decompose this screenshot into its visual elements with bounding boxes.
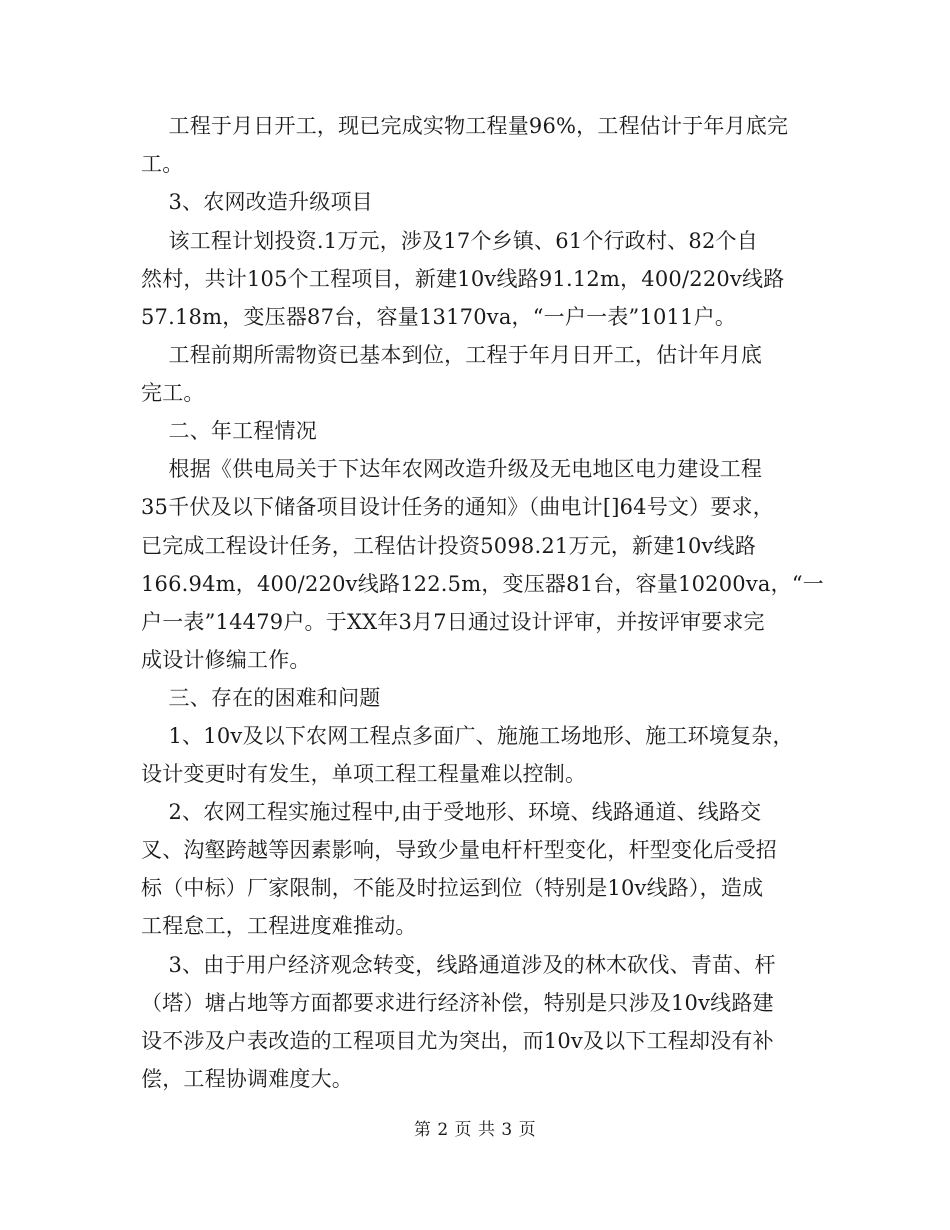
text-line: 工程前期所需物资已基本到位，工程于年月日开工，估计年月底 (141, 343, 763, 367)
text-line: 户一表”14479户。于XX年3月7日通过设计评审，并按评审要求完 (141, 610, 765, 634)
text-line: 叉、沟壑跨越等因素影响，导致少量电杆杆型变化，杆型变化后受招 (141, 838, 777, 862)
text-line: 完工。 (141, 381, 205, 405)
page-footer: 第 2 页 共 3 页 (413, 1120, 537, 1140)
text-line: 已完成工程设计任务，工程估计投资5098.21万元，新建10v线路 (141, 534, 757, 558)
text-line: 35千伏及以下储备项目设计任务的通知》（曲电计[]64号文）要求， (141, 495, 774, 519)
text-line: 该工程计划投资.1万元，涉及17个乡镇、61个行政村、82个自 (141, 229, 758, 253)
text-line: 1、10v及以下农网工程点多面广、施施工场地形、施工环境复杂， (141, 724, 794, 748)
text-line: 根据《供电局关于下达年农网改造升级及无电地区电力建设工程 (141, 457, 763, 481)
text-line: 二、年工程情况 (141, 419, 317, 443)
text-line: 三、存在的困难和问题 (141, 686, 381, 710)
text-line: 工程怠工，工程进度难推动。 (141, 914, 417, 938)
text-line: （塔）塘占地等方面都要求进行经济补偿，特别是只涉及10v线路建 (141, 991, 774, 1015)
text-line: 3、由于用户经济观念转变，线路通道涉及的林木砍伐、青苗、杆 (141, 953, 776, 977)
text-line: 工程于月日开工，现已完成实物工程量96%，工程估计于年月底完 (141, 114, 789, 138)
text-line: 设不涉及户表改造的工程项目尤为突出，而10v及以下工程却没有补 (141, 1029, 774, 1053)
text-line: 然村，共计105个工程项目，新建10v线路91.12m，400/220v线路 (141, 267, 785, 291)
text-line: 57.18m，变压器87台，容量13170va，“一户一表”1011户。 (141, 305, 737, 329)
text-line: 标（中标）厂家限制，不能及时拉运到位（特别是10v线路），造成 (141, 876, 764, 900)
text-line: 166.94m，400/220v线路122.5m，变压器81台，容量10200va，“一 (141, 572, 824, 596)
text-line: 工。 (141, 152, 184, 176)
text-line: 设计变更时有发生，单项工程工程量难以控制。 (141, 762, 587, 786)
text-line: 3、农网改造升级项目 (141, 190, 373, 214)
text-line: 2、农网工程实施过程中,由于受地形、环境、线路通道、线路交 (141, 800, 762, 824)
text-line: 成设计修编工作。 (141, 648, 311, 672)
text-line: 偿，工程协调难度大。 (141, 1067, 353, 1091)
